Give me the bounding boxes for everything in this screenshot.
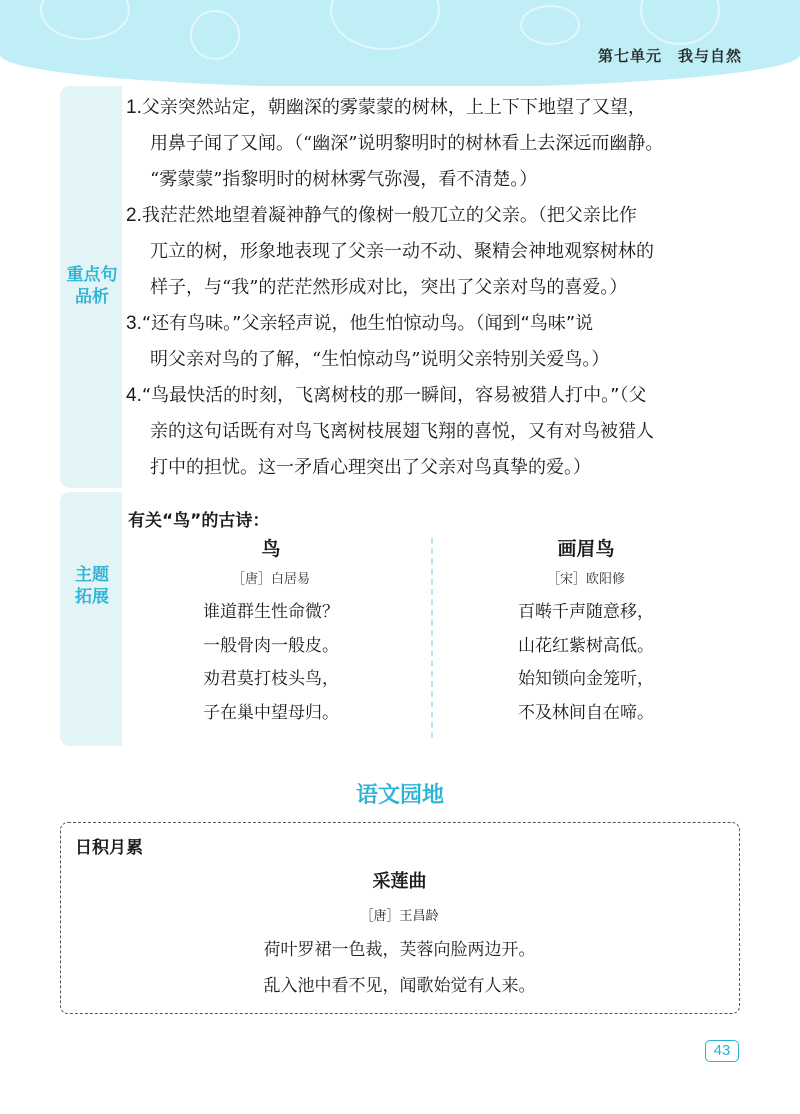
section-title: 语文园地 bbox=[355, 783, 444, 808]
sentence-note: 用鼻子闻了又闻。（“幽深”说明黎明时的树林看上去深远而幽静。 bbox=[150, 133, 664, 154]
poem-line: 一般骨肉一般皮。 bbox=[203, 635, 339, 656]
poem-divider bbox=[431, 538, 433, 738]
poem-line: 不及林间自在啼。 bbox=[518, 702, 654, 723]
poem-title: 鸟 bbox=[261, 538, 281, 560]
poem-intro: 有关“鸟”的古诗： bbox=[128, 511, 270, 531]
header-band bbox=[0, 0, 800, 88]
tag-line-2: 品析 bbox=[75, 287, 109, 307]
poem-title: 画眉鸟 bbox=[557, 538, 615, 560]
sentence-text: 我茫茫然地望着凝神静气的像树一般兀立的父亲。（把父亲比作 bbox=[141, 205, 637, 226]
key-sentence-content bbox=[122, 86, 740, 488]
sentence-item-3 bbox=[126, 306, 736, 378]
item-number: 2. bbox=[126, 205, 142, 226]
key-sentence-panel bbox=[60, 86, 740, 488]
sentence-item-4 bbox=[126, 378, 736, 486]
sentence-text: 父亲突然站定，朝幽深的雾蒙蒙的树林，上上下下地望了又望， bbox=[141, 97, 646, 118]
sentence-note: 样子，与“我”的茫茫然形成对比，突出了父亲对鸟的喜爱。） bbox=[150, 277, 628, 298]
item-number: 1. bbox=[126, 97, 142, 118]
item-number: 3. bbox=[126, 313, 142, 334]
poem-line: 谁道群生性命微？ bbox=[203, 602, 339, 622]
poem-thrush bbox=[461, 534, 711, 730]
poem-line: 山花红紫树高低。 bbox=[518, 635, 654, 656]
key-sentence-tag bbox=[64, 264, 120, 308]
sentence-item-2 bbox=[126, 198, 736, 306]
tag-column bbox=[60, 492, 122, 746]
sentence-text: “鸟最快活的时刻，飞离树枝的那一瞬间，容易被猎人打中。”（父 bbox=[141, 385, 647, 406]
poem-author: ［唐］白居易 bbox=[231, 572, 310, 587]
poem-author: ［唐］王昌龄 bbox=[360, 909, 439, 924]
tag-line-1: 主题 bbox=[75, 565, 109, 585]
poem-bird bbox=[146, 534, 396, 730]
poem-author: ［宋］欧阳修 bbox=[546, 572, 625, 587]
sentence-item-1 bbox=[126, 90, 736, 198]
sentence-note: 打中的担忧。这一矛盾心理突出了父亲对鸟真挚的爱。） bbox=[150, 457, 591, 478]
sentence-note: 兀立的树，形象地表现了父亲一动不动、聚精会神地观察树林的 bbox=[150, 241, 654, 262]
tag-line-2: 拓展 bbox=[75, 587, 109, 607]
poem-line: 乱入池中看不见，闻歌始觉有人来。 bbox=[263, 976, 536, 996]
theme-expansion-tag bbox=[64, 564, 120, 608]
poem-line: 子在巢中望母归。 bbox=[203, 702, 339, 723]
poem-line: 百啭千声随意移， bbox=[518, 602, 654, 622]
poem-line: 劝君莫打枝头鸟， bbox=[203, 669, 339, 689]
tag-line-1: 重点句 bbox=[66, 265, 118, 285]
sentence-note: 亲的这句话既有对鸟飞离树枝展翅飞翔的喜悦，又有对鸟被猎人 bbox=[150, 421, 654, 442]
page-number: 43 bbox=[705, 1040, 739, 1062]
sentence-text: “还有鸟味。”父亲轻声说，他生怕惊动鸟。（闻到“鸟味”说 bbox=[141, 313, 594, 334]
sentence-note: “雾蒙蒙”指黎明时的树林雾气弥漫，看不清楚。） bbox=[150, 169, 538, 190]
daily-accumulation-box bbox=[60, 822, 740, 1014]
poem-line: 荷叶罗裙一色裁，芙蓉向脸两边开。 bbox=[263, 940, 536, 960]
sentence-note: 明父亲对鸟的了解，“生怕惊动鸟”说明父亲特别关爱鸟。） bbox=[150, 349, 610, 370]
unit-label: 第七单元 我与自然 bbox=[597, 47, 742, 65]
box-title: 日积月累 bbox=[75, 838, 143, 858]
poem-line: 始知锁向金笼听， bbox=[518, 669, 654, 689]
tag-column bbox=[60, 86, 122, 488]
poem-title: 采莲曲 bbox=[372, 871, 427, 892]
item-number: 4. bbox=[126, 385, 142, 406]
